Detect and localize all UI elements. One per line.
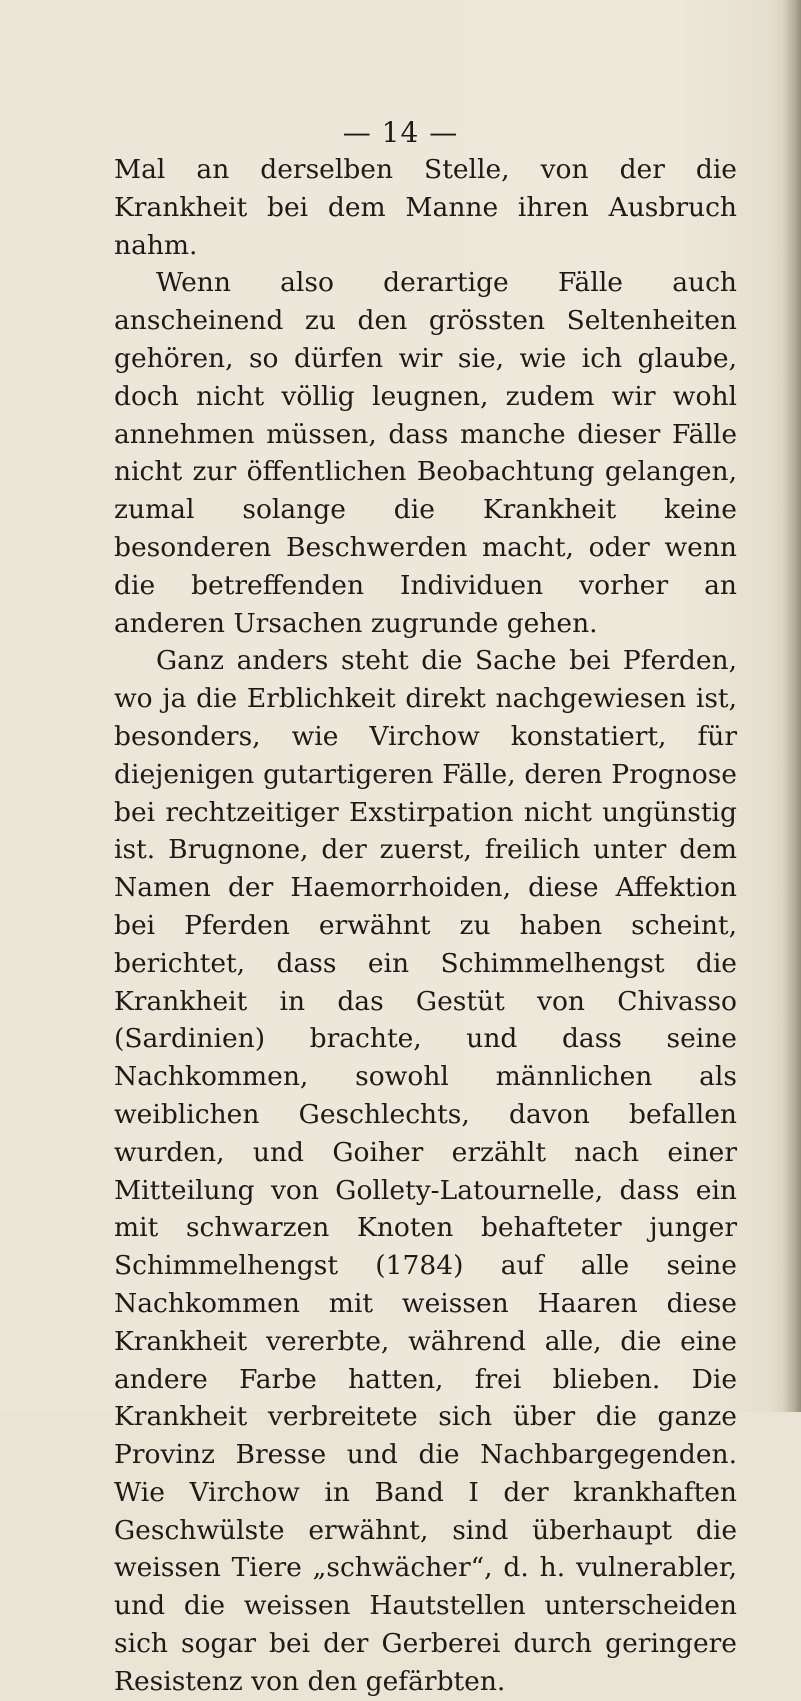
paragraph-3: Ganz anders steht die Sache bei Pferden, wo ja die Erblichkeit direkt nachgewiesen ist, besonders, wie Virchow konstatiert, für diejenigen gutartigeren Fälle, deren Prognose bei rechtzeitiger Exstirpation nicht ungünstig ist. Brugnone, der zuerst, freilich unter dem Namen der Haemorrhoiden, diese Affektion bei Pferden erwähnt zu haben scheint, berichtet, dass ein Schimmelhengst die Krankheit in das Gestüt von Chivasso (Sardinien) brachte, und dass seine Nachkommen, sowohl männlichen als weiblichen Geschlechts, davon befallen wurden, und Goiher erzählt nach einer Mitteilung von Gollety-Latournelle, dass ein mit schwarzen Knoten behafteter junger Schimmelhengst (1784) auf alle seine Nachkommen mit weissen Haaren diese Krankheit vererbte, während alle, die eine andere Farbe hatten, frei blieben. Die Krankheit verbreitete sich über die ganze Provinz Bresse und die Nachbargegenden. Wie Virchow in Band I der krankhaften Geschwülste erwähnt, sind überhaupt die weissen Tiere „schwächer“, d. h. vulnerabler, und die weissen Hautstellen unterscheiden sich sogar bei der Gerberei durch geringere Resistenz von den gefärbten. — [114, 645, 737, 1697]
paragraph-1: Mal an derselben Stelle, von der die Krankheit bei dem Manne ihren Ausbruch nahm. — [114, 154, 737, 261]
paragraph-2: Wenn also derartige Fälle auch anscheinend zu den grössten Seltenheiten gehören, so dürfen wir sie, wie ich glaube, doch nicht völlig leugnen, zudem wir wohl annehmen müssen, dass manche dieser Fälle nicht zur öffentlichen Beobachtung gelangen, zumal solange die Krankheit keine besonderen Beschwerden macht, oder wenn die betreffenden Individuen vorher an anderen Ursachen zugrunde gehen. — [114, 267, 737, 639]
body-text — [114, 151, 737, 1701]
page-number: — 14 — — [342, 116, 459, 149]
page-edge-shadow — [783, 0, 801, 1412]
